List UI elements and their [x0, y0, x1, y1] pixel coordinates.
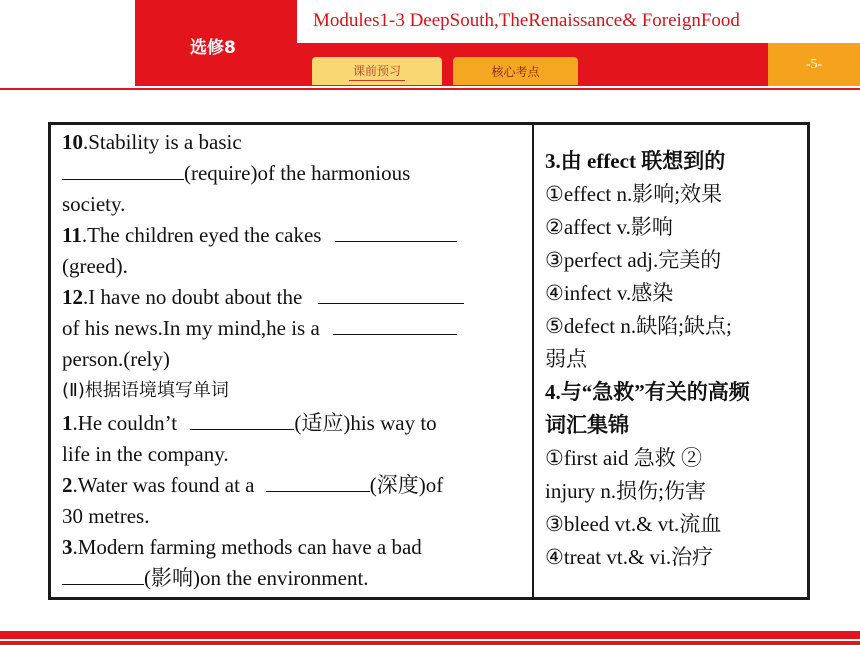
note-item: ③bleed vt.& vt.流血 — [545, 512, 722, 536]
answer-blank[interactable] — [62, 161, 184, 180]
page-number: -5- — [768, 43, 860, 86]
note-item: ⑤defect n.缺陷;缺点; — [545, 314, 732, 338]
notes-heading-3: 3.由 effect 联想到的 — [545, 149, 726, 173]
note-item: ②affect v.影响 — [545, 215, 673, 239]
footer-bar — [0, 631, 860, 639]
note-item: ④infect v.感染 — [545, 281, 674, 305]
question-p1: 1.He couldn’t (适应)his way to — [62, 411, 437, 435]
answer-blank[interactable] — [335, 223, 457, 242]
page-title: Modules1-3 DeepSouth,TheRenaissance& ForeignFood — [313, 10, 740, 31]
notes-heading-4: 4.与“急救”有关的高频 — [545, 380, 750, 404]
note-item: injury n.损伤;伤害 — [545, 479, 706, 503]
tab-key-points[interactable] — [453, 57, 578, 85]
answer-blank[interactable] — [318, 285, 464, 304]
question-10: 10.Stability is a basic — [62, 130, 242, 154]
header-divider — [0, 88, 860, 90]
question-12: 12.I have no doubt about the — [62, 282, 520, 313]
tab-preview[interactable] — [312, 57, 442, 85]
question-p3: 3.Modern farming methods can have a bad — [62, 535, 422, 559]
note-item: ①first aid 急救 ② — [545, 446, 703, 470]
answer-blank[interactable] — [190, 411, 294, 430]
tab-preview-label: 课前预习 — [349, 62, 405, 81]
note-item: 弱点 — [545, 347, 587, 371]
notes-column: 3.由 effect 联想到的 ①effect n.影响;效果 ②affect v.影响 ③perfect adj.完美的 ④infect v.感染 ⑤defect n.缺陷;缺点; 弱点 4.与“急救”有关的高频 词汇集锦 ①first aid 急救 ② injury n.损伤;伤害 ③bleed vt.& vt.流血 ④treat vt.& vi.治疗 — [545, 145, 800, 574]
section-heading-2: (Ⅱ)根据语境填写单词 — [62, 380, 229, 401]
answer-blank[interactable] — [333, 316, 457, 335]
answer-blank[interactable] — [266, 473, 370, 492]
note-item: ③perfect adj.完美的 — [545, 248, 722, 272]
subject-label: 选修8 — [190, 38, 236, 58]
note-item: ④treat vt.& vi.治疗 — [545, 545, 714, 569]
note-item: ①effect n.影响;效果 — [545, 182, 723, 206]
exercise-column: 10.Stability is a basic (require)of the harmonious society. 11.The children eyed the cakes (greed). 12.I have no doubt about the of his news.In my mind,he is a person.(rely) (Ⅱ)根据语境填写单词 1.He couldn’t (适应)his way to life in the company. 2.Water was found at a (深度)of 30 metres. 3.Modern farming methods can have a bad (影响)on the environment. — [62, 127, 520, 594]
question-11: 11.The children eyed the cakes — [62, 220, 520, 251]
footer-line — [0, 641, 860, 645]
answer-blank[interactable] — [62, 566, 144, 585]
question-p2: 2.Water was found at a (深度)of — [62, 473, 444, 497]
tab-key-points-label: 核心考点 — [491, 64, 540, 79]
column-divider — [532, 122, 534, 600]
